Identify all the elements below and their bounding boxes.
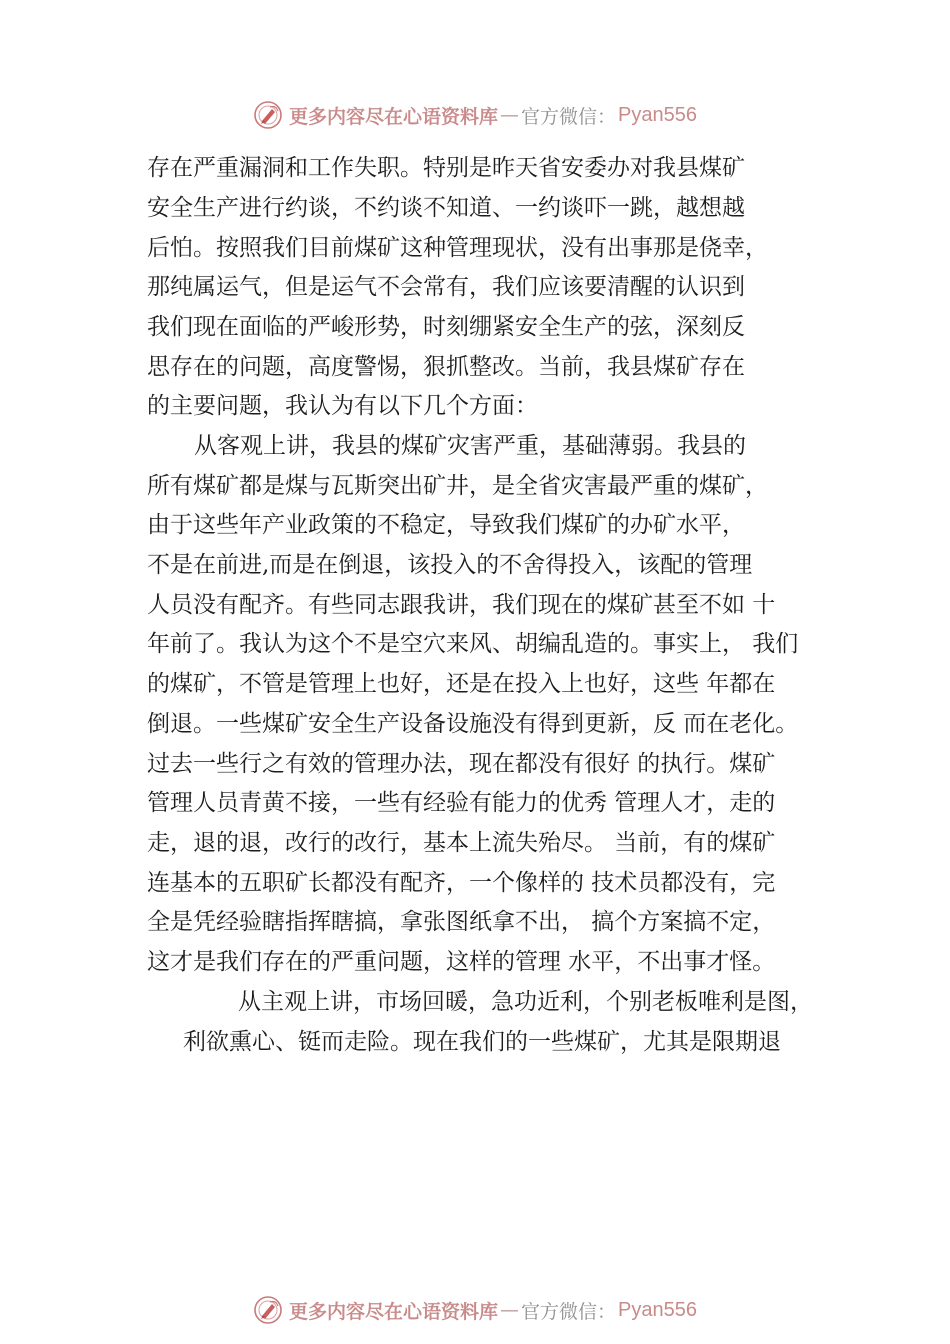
body-line-21: 这才是我们存在的严重问题，这样的管理 水平，不出事才怪。 <box>147 949 776 975</box>
footer-banner <box>0 1290 950 1330</box>
body-line-13: 年前了。我认为这个不是空穴来风、胡编乱造的。事实上， 我们 <box>147 631 799 657</box>
body-line-18: 走，退的退，改行的改行，基本上流失殆尽。 当前，有的煤矿 <box>147 830 776 856</box>
header-wechat-id: Pyan556 <box>618 103 697 126</box>
body-line-3: 后怕。按照我们目前煤矿这种管理现状，没有出事那是侥幸， <box>147 235 768 261</box>
body-line-1: 存在严重漏洞和工作失职。特别是昨天省安委办对我县煤矿 <box>147 155 745 181</box>
body-line-15: 倒退。一些煤矿安全生产设备设施没有得到更新，反 而在老化。 <box>147 711 799 737</box>
body-line-16: 过去一些行之有效的管理办法，现在都没有很好 的执行。煤矿 <box>147 751 776 777</box>
logo-icon <box>253 100 283 130</box>
footer-site-name: 更多内容尽在心语资料库 <box>289 1300 499 1323</box>
footer-wechat-label: 官方微信： <box>521 1300 617 1323</box>
body-line-14: 的煤矿，不管是管理上也好，还是在投入上也好，这些 年都在 <box>147 671 776 697</box>
header-banner <box>0 95 950 135</box>
logo-icon <box>253 1295 283 1325</box>
footer-wechat-id: Pyan556 <box>618 1298 697 1321</box>
body-line-19: 连基本的五职矿长都没有配齐，一个像样的 技术员都没有，完 <box>147 870 776 896</box>
body-line-10: 由于这些年产业政策的不稳定，导致我们煤矿的办矿水平， <box>147 512 745 538</box>
body-line-22: 从主观上讲，市场回暖，急功近利，个别老板唯利是图， <box>238 989 813 1015</box>
body-line-9: 所有煤矿都是煤与瓦斯突出矿井，是全省灾害最严重的煤矿， <box>147 473 768 499</box>
header-site-name: 更多内容尽在心语资料库 <box>289 105 499 128</box>
body-line-20: 全是凭经验瞎指挥瞎搞，拿张图纸拿不出， 搞个方案搞不定， <box>147 909 776 935</box>
body-line-4: 那纯属运气，但是运气不会常有，我们应该要清醒的认识到 <box>147 274 745 300</box>
body-line-17: 管理人员青黄不接，一些有经验有能力的优秀 管理人才，走的 <box>147 790 776 816</box>
header-wechat-label: 官方微信： <box>521 105 617 128</box>
body-line-23: 利欲熏心、铤而走险。现在我们的一些煤矿，尤其是限期退 <box>183 1029 781 1055</box>
body-line-12: 人员没有配齐。有些同志跟我讲，我们现在的煤矿甚至不如 十 <box>147 592 776 618</box>
body-line-11: 不是在前进,而是在倒退，该投入的不舍得投入，该配的管理 <box>147 552 753 578</box>
body-line-2: 安全生产进行约谈，不约谈不知道、一约谈吓一跳，越想越 <box>147 195 745 221</box>
header-dash: — <box>500 104 520 126</box>
body-line-5: 我们现在面临的严峻形势，时刻绷紧安全生产的弦，深刻反 <box>147 314 745 340</box>
body-line-6: 思存在的问题，高度警惕，狠抓整改。当前，我县煤矿存在 <box>147 354 745 380</box>
body-line-7: 的主要问题，我认为有以下几个方面： <box>147 393 538 419</box>
footer-dash: — <box>500 1299 520 1321</box>
body-line-8: 从客观上讲，我县的煤矿灾害严重，基础薄弱。我县的 <box>194 433 746 459</box>
